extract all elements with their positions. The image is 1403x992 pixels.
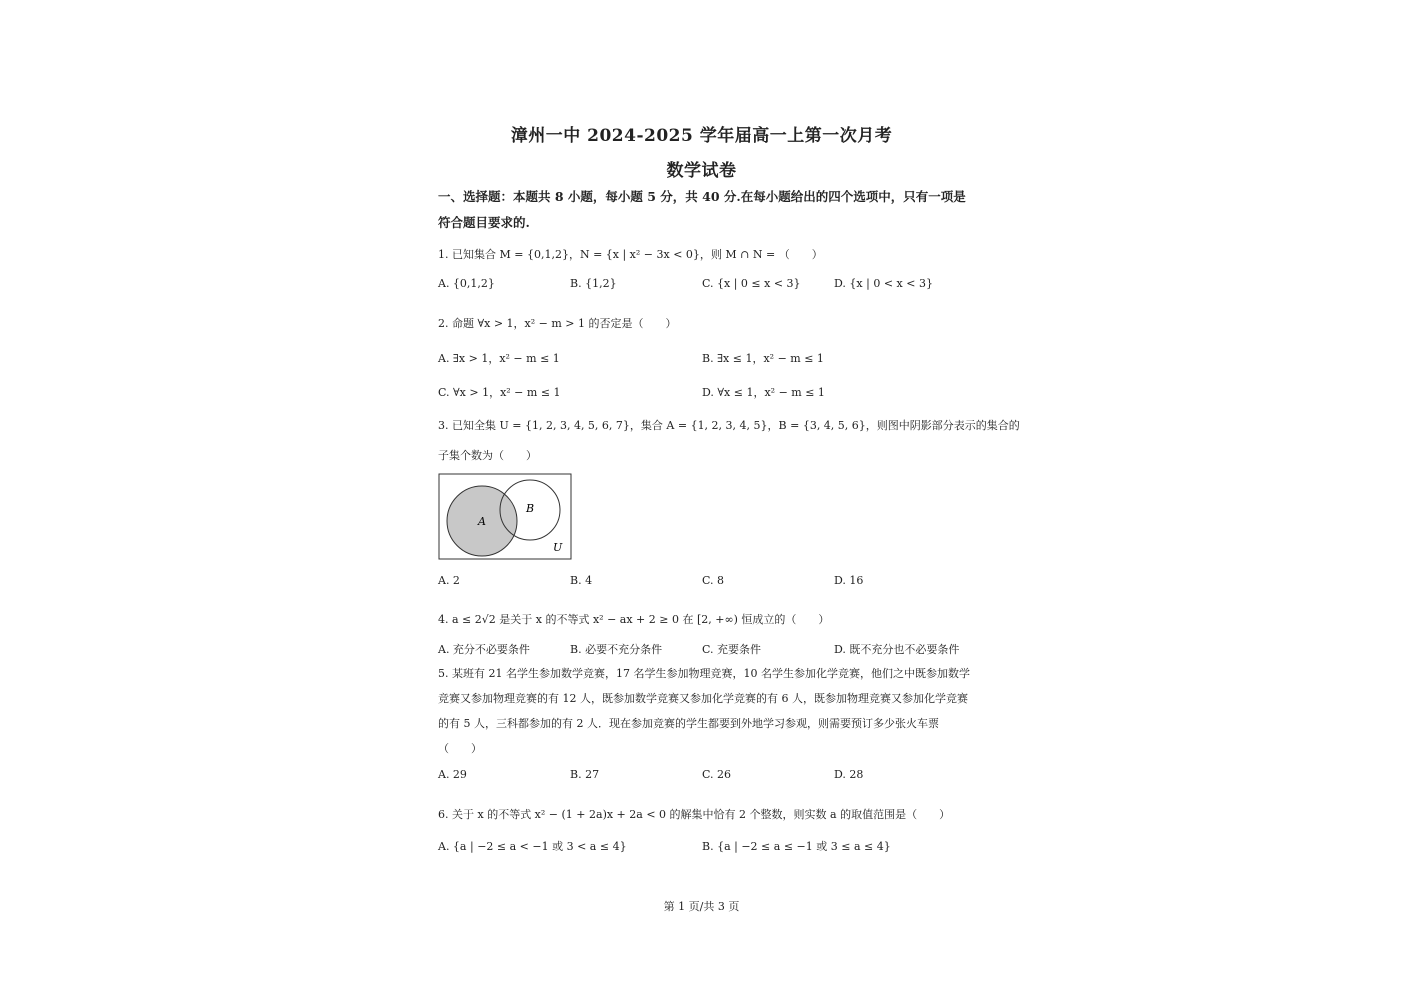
question-5-option-c: C. 26 xyxy=(702,768,732,781)
venn-label-u: U xyxy=(553,541,563,554)
question-3-option-b: B. 4 xyxy=(570,574,593,587)
question-3-stem: 3. 已知全集 U = {1, 2, 3, 4, 5, 6, 7}，集合 A = {1, 2, 3, 4, 5}，B = {3, 4, 5, 6}，则图中阴影部分表示的集合的 xyxy=(438,419,1020,432)
question-3-option-a: A. 2 xyxy=(438,574,460,587)
question-4-option-a: A. 充分不必要条件 xyxy=(438,643,530,656)
question-4-option-d: D. 既不充分也不必要条件 xyxy=(834,643,960,656)
question-5-option-b: B. 27 xyxy=(570,768,600,781)
question-5-stem: 5. 某班有 21 名学生参加数学竞赛，17 名学生参加物理竞赛，10 名学生参加化学竞赛，他们之中既参加数学竞赛又参加物理竞赛的有 12 人，既参加数学竞赛又参加化学竞赛的有 6 人，既参加物理竞赛又参加化学竞赛的有 5 人，三科都参加的有 2 人．现在参加竞赛的学生都要到外地学习参观，则需要预订多少张火车票（ ） xyxy=(438,667,970,755)
question-2-option-c: C. ∀x > 1，x² − m ≤ 1 xyxy=(438,386,561,399)
question-6-option-b: B. {a | −2 ≤ a ≤ −1 或 3 ≤ a ≤ 4} xyxy=(702,840,891,853)
question-2-option-b: B. ∃x ≤ 1，x² − m ≤ 1 xyxy=(702,352,824,365)
section-heading: 一、选择题：本题共 8 小题，每小题 5 分，共 40 分.在每小题给出的四个选项中，只有一项是符合题目要求的. xyxy=(438,189,966,230)
question-1-option-c: C. {x | 0 ≤ x < 3} xyxy=(702,277,801,290)
question-2-stem: 2. 命题 ∀x > 1，x² − m > 1 的否定是（ ） xyxy=(438,317,677,330)
question-3-option-d: D. 16 xyxy=(834,574,864,587)
venn-label-a: A xyxy=(478,515,486,528)
question-6-stem: 6. 关于 x 的不等式 x² − (1 + 2a)x + 2a < 0 的解集中恰有 2 个整数，则实数 a 的取值范围是（ ） xyxy=(438,808,951,821)
question-3-stem-line2: 子集个数为（ ） xyxy=(438,449,537,462)
question-5-option-d: D. 28 xyxy=(834,768,864,781)
venn-diagram xyxy=(438,473,574,563)
question-1-stem: 1. 已知集合 M = {0,1,2}，N = {x | x² − 3x < 0}，则 M ∩ N = （ ） xyxy=(438,248,823,261)
question-1-option-b: B. {1,2} xyxy=(570,277,617,290)
question-4-option-c: C. 充要条件 xyxy=(702,643,762,656)
exam-title: 漳州一中 2024-2025 学年届高一上第一次月考 xyxy=(510,126,893,146)
question-6-option-a: A. {a | −2 ≤ a < −1 或 3 < a ≤ 4} xyxy=(438,840,627,853)
question-4-option-b: B. 必要不充分条件 xyxy=(570,643,663,656)
question-5-option-a: A. 29 xyxy=(438,768,467,781)
exam-subtitle: 数学试卷 xyxy=(666,161,737,181)
page-number: 第 1 页/共 3 页 xyxy=(663,900,740,913)
question-1-option-a: A. {0,1,2} xyxy=(438,277,495,290)
question-3-option-c: C. 8 xyxy=(702,574,725,587)
question-2-option-d: D. ∀x ≤ 1，x² − m ≤ 1 xyxy=(702,386,825,399)
question-1-option-d: D. {x | 0 < x < 3} xyxy=(834,277,933,290)
question-4-stem: 4. a ≤ 2√2 是关于 x 的不等式 x² − ax + 2 ≥ 0 在 [2, +∞) 恒成立的（ ） xyxy=(438,613,830,626)
venn-label-b: B xyxy=(526,502,535,515)
question-2-option-a: A. ∃x > 1，x² − m ≤ 1 xyxy=(438,352,560,365)
